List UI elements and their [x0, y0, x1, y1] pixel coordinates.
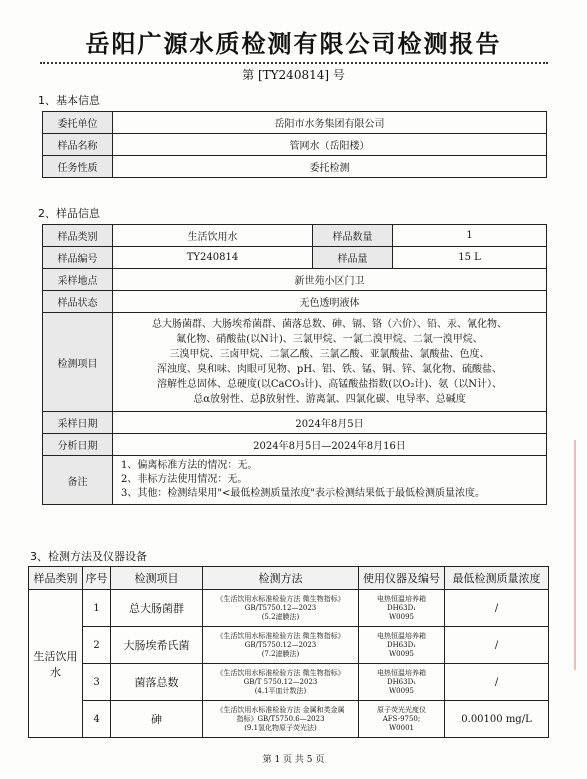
row-item: 菌落总数 — [111, 664, 203, 701]
sampling-date-value: 2024年8月5日 — [113, 412, 547, 434]
analysis-date-label: 分析日期 — [43, 434, 113, 456]
row-item: 砷 — [111, 701, 203, 738]
method-line: 《生活饮用水标准检验方法 微生物指标》 — [216, 631, 345, 640]
sample-qty-label: 样品数量 — [313, 225, 393, 247]
table-row — [43, 412, 547, 434]
instrument-line: W0095 — [388, 612, 414, 621]
table-row — [29, 701, 549, 738]
row-method — [203, 701, 359, 738]
remark-label: 备注 — [43, 456, 113, 505]
page-footer: 第 1 页 共 5 页 — [262, 755, 325, 765]
analysis-date-value: 2024年8月5日—2024年8月16日 — [113, 434, 547, 456]
sample-no-label: 样品编号 — [43, 247, 113, 269]
row-no: 1 — [83, 590, 111, 627]
instrument-line: W0001 — [388, 723, 414, 732]
sample-qty-value: 1 — [393, 225, 547, 247]
items-label: 检测项目 — [43, 313, 113, 412]
row-instrument — [359, 590, 445, 627]
remark-line: 2、非标方法使用情况：无。 — [121, 474, 248, 485]
header-method: 检测方法 — [203, 567, 359, 590]
method-line: GB/T 5750.12—2023 — [243, 677, 318, 686]
sample-amount-label: 样品量 — [313, 247, 393, 269]
client-label: 委托单位 — [43, 112, 113, 134]
table-row — [43, 247, 547, 269]
location-label: 采样地点 — [43, 269, 113, 291]
task-nature-value: 委托检测 — [113, 156, 547, 178]
instrument-line: AFS-9750; — [382, 714, 421, 723]
method-line: 指标》GB/T5750.6—2023 — [236, 714, 325, 723]
task-nature-label: 任务性质 — [43, 156, 113, 178]
remarks — [113, 456, 547, 505]
row-no: 4 — [83, 701, 111, 738]
report-number: 第 [TY240814] 号 — [242, 68, 345, 82]
row-no: 3 — [83, 664, 111, 701]
method-line: GB/T5750.12—2023 — [244, 603, 317, 612]
state-label: 样品状态 — [43, 291, 113, 313]
sampling-date-label: 采样日期 — [43, 412, 113, 434]
method-table — [28, 566, 549, 738]
header-instrument: 使用仪器及编号 — [359, 567, 445, 590]
row-item: 总大肠菌群 — [111, 590, 203, 627]
header-min-conc: 最低检测质量浓度 — [445, 567, 549, 590]
table-row — [43, 313, 547, 412]
table-row — [43, 156, 547, 178]
header-category: 样品类别 — [29, 567, 83, 590]
instrument-line: 电热恒温培养箱 — [377, 631, 426, 640]
title-divider — [40, 62, 548, 64]
seal-stamp-edge — [574, 440, 587, 670]
row-instrument — [359, 664, 445, 701]
table-row — [43, 434, 547, 456]
table-row — [43, 134, 547, 156]
row-no: 2 — [83, 627, 111, 664]
row-item: 大肠埃希氏菌 — [111, 627, 203, 664]
instrument-line: DH63D₁ — [386, 677, 417, 686]
header-no: 序号 — [83, 567, 111, 590]
row-min-conc: / — [445, 664, 549, 701]
row-min-conc: / — [445, 627, 549, 664]
remark-line: 1、偏离标准方法的情况：无。 — [121, 460, 258, 471]
row-instrument — [359, 627, 445, 664]
instrument-line: 原子荧光光度仪 — [377, 705, 426, 714]
row-method — [203, 664, 359, 701]
table-row — [29, 627, 549, 664]
method-line: 《生活饮用水标准检验方法 微生物指标》 — [216, 668, 345, 677]
method-line: 《生活饮用水标准检验方法 微生物指标》 — [216, 594, 345, 603]
sample-no-value: TY240814 — [113, 247, 313, 269]
category-cell: 生活饮用水 — [29, 590, 83, 738]
sample-type-label: 样品类别 — [43, 225, 113, 247]
sample-type-value: 生活饮用水 — [113, 225, 313, 247]
table-row — [43, 225, 547, 247]
instrument-line: W0095 — [388, 649, 414, 658]
table-row — [43, 112, 547, 134]
method-line: (7.2滤膜法) — [261, 649, 300, 658]
sample-name-value: 管网水（岳阳楼） — [113, 134, 547, 156]
client-value: 岳阳市水务集团有限公司 — [113, 112, 547, 134]
table-row — [29, 590, 549, 627]
table-row — [29, 664, 549, 701]
table-row — [43, 456, 547, 505]
test-items-line: 溶解性总固体、总硬度(以CaCO₃计)、高锰酸盐指数(以O₂计)、氨（以N计）、 — [156, 379, 503, 390]
row-min-conc: 0.00100 mg/L — [445, 701, 549, 738]
test-items-line: 氟化物、硝酸盐(以N计)、三氯甲烷、一氯二溴甲烷、二氯一溴甲烷、 — [176, 334, 483, 345]
method-line: (5.2滤膜法) — [261, 612, 300, 621]
row-method — [203, 627, 359, 664]
instrument-line: DH63D₁ — [386, 603, 417, 612]
sample-info-table — [42, 224, 547, 505]
section-basic-heading: 1、基本信息 — [38, 94, 100, 107]
method-line: (4.1平皿计数法) — [254, 686, 307, 695]
method-line: GB/T5750.12—2023 — [244, 640, 317, 649]
test-items-line: 总大肠菌群、大肠埃希菌群、菌落总数、砷、镉、铬（六价）、铅、汞、氰化物、 — [152, 319, 507, 330]
table-row — [43, 269, 547, 291]
test-items-line: 总α放射性、总β放射性、游离氯、四氯化碳、电导率、总碱度 — [193, 394, 466, 405]
remark-line: 3、其他：检测结果用"<最低检测质量浓度"表示检测结果低于最低检测质量浓度。 — [121, 488, 485, 499]
table-header-row — [29, 567, 549, 590]
row-instrument — [359, 701, 445, 738]
basic-info-table — [42, 111, 547, 178]
table-row — [43, 291, 547, 313]
row-method — [203, 590, 359, 627]
instrument-line: 电热恒温培养箱 — [377, 594, 426, 603]
instrument-line: 电热恒温培养箱 — [377, 668, 426, 677]
section-sample-heading: 2、样品信息 — [38, 207, 100, 220]
sample-name-label: 样品名称 — [43, 134, 113, 156]
method-line: (9.1氢化物原子荧光法) — [244, 723, 317, 732]
section-method-heading: 3、检测方法及仪器设备 — [30, 550, 147, 563]
test-items-line: 三溴甲烷、三卤甲烷、二氯乙酸、三氯乙酸、亚氯酸盐、氯酸盐、色度、 — [169, 349, 490, 360]
sample-amount-value: 15 L — [393, 247, 547, 269]
state-value: 无色透明液体 — [113, 291, 547, 313]
report-title: 岳阳广源水质检测有限公司检测报告 — [85, 30, 502, 58]
instrument-line: W0095 — [388, 686, 414, 695]
test-items — [113, 313, 547, 412]
test-items-line: 浑浊度、臭和味、肉眼可见物、pH、铝、铁、锰、铜、锌、氯化物、硫酸盐、 — [156, 364, 503, 375]
instrument-line: DH63D₁ — [386, 640, 417, 649]
location-value: 新世苑小区门卫 — [113, 269, 547, 291]
header-item: 检测项目 — [111, 567, 203, 590]
row-min-conc: / — [445, 590, 549, 627]
method-line: 《生活饮用水标准检验方法 金属和类金属 — [216, 705, 345, 714]
